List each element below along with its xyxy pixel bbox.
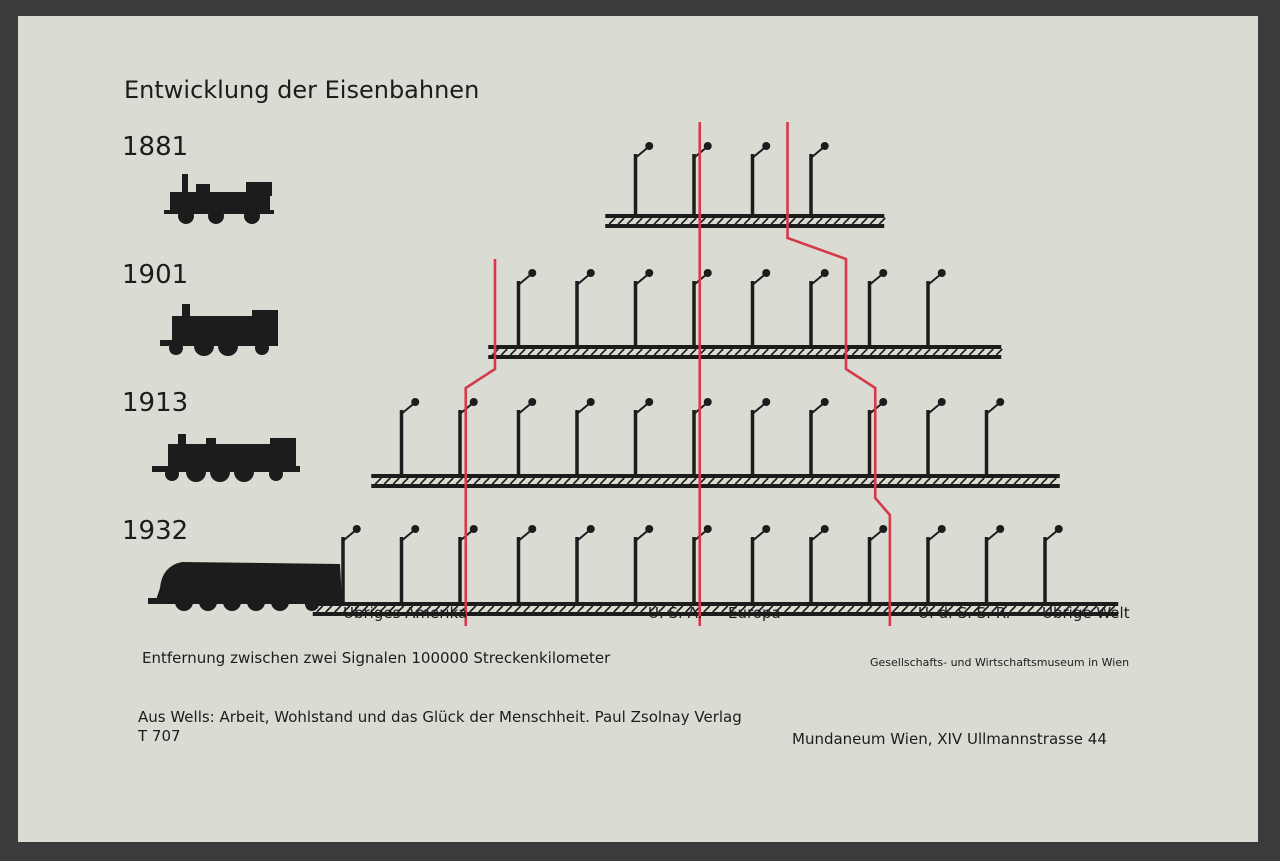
region-dividers xyxy=(466,122,890,626)
year-label-1901: 1901 xyxy=(122,260,189,290)
signal-1913-6 xyxy=(692,398,712,474)
signal-1901-5 xyxy=(751,269,771,345)
signal-1932-11 xyxy=(926,525,946,602)
region-label-usa: U. S. A. xyxy=(648,604,703,622)
museum-credit: Gesellschafts- und Wirtschaftsmuseum in Wien xyxy=(870,656,1130,669)
signal-1901-8 xyxy=(926,269,946,345)
signal-1913-5 xyxy=(634,398,654,474)
year-label-1913: 1913 xyxy=(122,388,189,418)
catalog-code: T 707 xyxy=(138,727,181,745)
region-label-udssr: U. d. S. S. R. xyxy=(918,604,1011,622)
region-label-europa: Europa xyxy=(728,604,781,622)
signal-1913-7 xyxy=(751,398,771,474)
track-bars xyxy=(313,214,1119,616)
signal-1901-4 xyxy=(692,269,712,345)
signal-1932-1 xyxy=(341,525,361,602)
signal-1932-3 xyxy=(458,525,478,602)
signal-1881-2 xyxy=(692,142,712,214)
signal-1881-1 xyxy=(634,142,654,214)
publisher-address: Mundaneum Wien, XIV Ullmannstrasse 44 xyxy=(792,730,1107,748)
unit-note: Entfernung zwischen zwei Signalen 100000 Streckenkilometer xyxy=(142,649,611,667)
chart-title: Entwicklung der Eisenbahnen xyxy=(124,76,480,104)
signal-1932-2 xyxy=(400,525,420,602)
signal-1901-6 xyxy=(809,269,829,345)
source-citation: Aus Wells: Arbeit, Wohlstand und das Glück der Menschheit. Paul Zsolnay Verlag xyxy=(138,708,742,726)
region-label-uebrige-welt: Übrige Welt xyxy=(1042,604,1130,622)
divider-amerika-usa xyxy=(466,259,495,626)
signal-marks xyxy=(341,142,1063,602)
signal-1913-10 xyxy=(926,398,946,474)
signal-1913-11 xyxy=(985,398,1005,474)
signal-1932-7 xyxy=(692,525,712,602)
signal-1881-4 xyxy=(809,142,829,214)
signal-1901-2 xyxy=(575,269,595,345)
signal-1932-10 xyxy=(868,525,888,602)
year-label-1932: 1932 xyxy=(122,516,189,546)
track-bar-1913 xyxy=(371,474,1060,488)
locomotive-1881-icon xyxy=(164,174,274,224)
signal-1932-13 xyxy=(1043,525,1063,602)
locomotive-1913-icon xyxy=(152,434,300,482)
signal-1932-8 xyxy=(751,525,771,602)
region-label-uebriges-amerika: Übriges Amerika xyxy=(343,604,468,622)
signal-1901-1 xyxy=(517,269,537,345)
signal-1932-9 xyxy=(809,525,829,602)
signal-1913-2 xyxy=(458,398,478,474)
signal-1881-3 xyxy=(751,142,771,214)
track-bar-1881 xyxy=(605,214,885,228)
locomotive-1901-icon xyxy=(160,304,278,356)
signal-1901-7 xyxy=(868,269,888,345)
signal-1913-9 xyxy=(868,398,888,474)
signal-1913-1 xyxy=(400,398,420,474)
signal-1932-6 xyxy=(634,525,654,602)
locomotive-icons xyxy=(148,174,344,611)
signal-1932-5 xyxy=(575,525,595,602)
year-label-1881: 1881 xyxy=(122,132,189,162)
signal-1913-3 xyxy=(517,398,537,474)
track-bar-1901 xyxy=(488,345,1002,359)
signal-1932-12 xyxy=(985,525,1005,602)
divider-europa-udssr xyxy=(788,122,890,626)
signal-1913-8 xyxy=(809,398,829,474)
signal-1913-4 xyxy=(575,398,595,474)
signal-1932-4 xyxy=(517,525,537,602)
signal-1901-3 xyxy=(634,269,654,345)
